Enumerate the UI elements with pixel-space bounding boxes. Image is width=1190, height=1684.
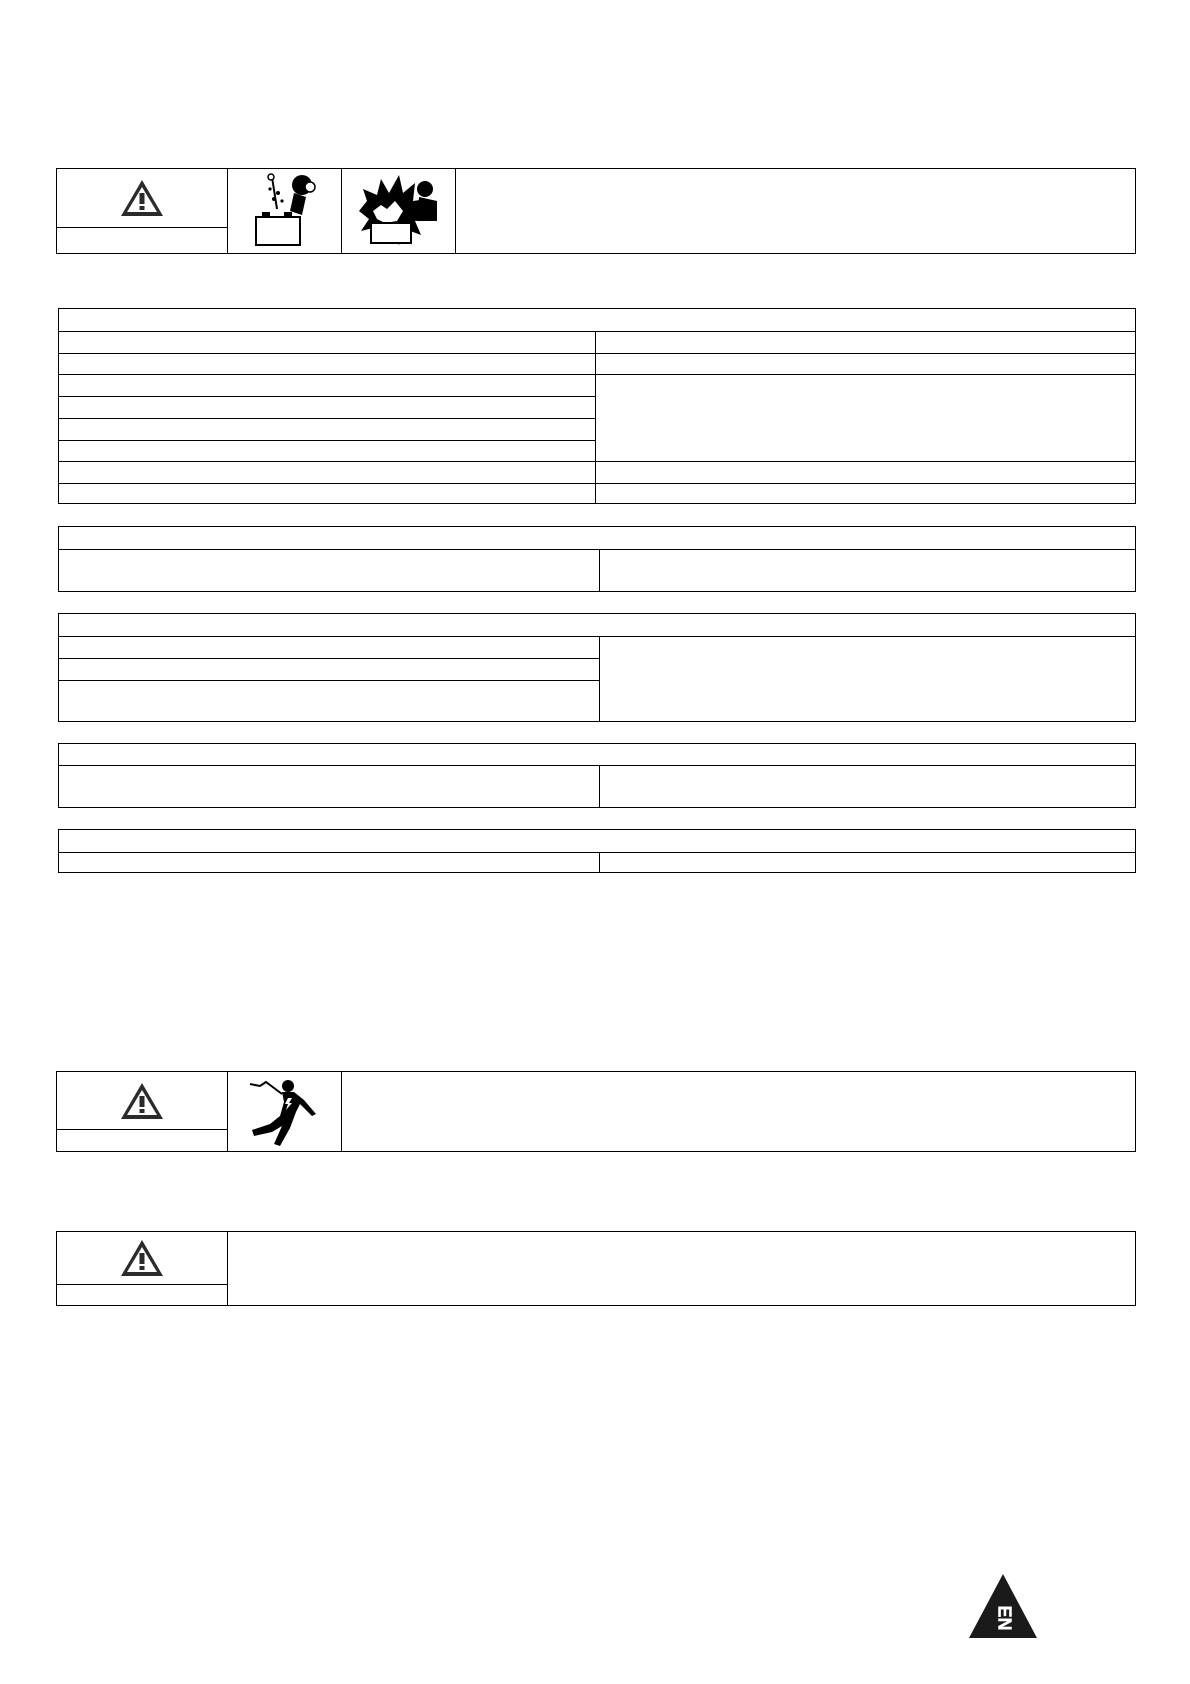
warning-label: [57, 1284, 227, 1305]
table-title: [59, 830, 1135, 852]
table-title: [59, 614, 1135, 636]
warning-label: [57, 1129, 227, 1151]
table-cell: [599, 549, 1135, 591]
table-row: [59, 483, 595, 503]
table-row: [59, 680, 599, 721]
electric-shock-icon: [227, 1072, 341, 1151]
table-cell: [595, 331, 1135, 353]
table-title: [59, 744, 1135, 765]
warning-text: [455, 169, 1135, 253]
table-row: [59, 374, 595, 396]
warning-triangle-icon: [57, 1072, 227, 1129]
table-row: [59, 396, 595, 418]
table-row: [59, 440, 595, 461]
spec-table-2: [58, 526, 1136, 592]
battery-acid-icon: [227, 169, 341, 253]
warning-box-general: [56, 1231, 1136, 1306]
table-row: [59, 636, 599, 658]
warning-box-battery: [56, 168, 1136, 254]
table-row: [59, 658, 599, 680]
table-title: [59, 309, 1135, 331]
table-row: [59, 418, 595, 440]
table-cell: [599, 636, 1135, 721]
spec-table-5: [58, 829, 1136, 873]
language-badge-label: EN: [994, 1605, 1015, 1631]
table-row: [59, 461, 595, 483]
spec-table-4: [58, 743, 1136, 808]
table-cell: [595, 461, 1135, 483]
warning-text: [227, 1232, 1135, 1305]
warning-triangle-icon: [57, 1232, 227, 1284]
table-row: [59, 765, 599, 807]
table-cell: [595, 483, 1135, 503]
spec-table-3: [58, 613, 1136, 722]
table-cell: [599, 852, 1135, 872]
table-cell: [595, 353, 1135, 374]
spec-table-1: [58, 308, 1136, 504]
table-row: [59, 549, 599, 591]
table-row: [59, 852, 599, 872]
warning-text: [341, 1072, 1135, 1151]
table-cell: [599, 765, 1135, 807]
language-badge-en: [967, 1572, 1039, 1640]
warning-box-electric-shock: [56, 1071, 1136, 1152]
table-title: [59, 527, 1135, 549]
table-cell: [595, 374, 1135, 461]
warning-label: [57, 227, 227, 253]
warning-triangle-icon: [57, 169, 227, 227]
table-row: [59, 353, 595, 374]
explosion-icon: [341, 169, 455, 253]
table-row: [59, 331, 595, 353]
